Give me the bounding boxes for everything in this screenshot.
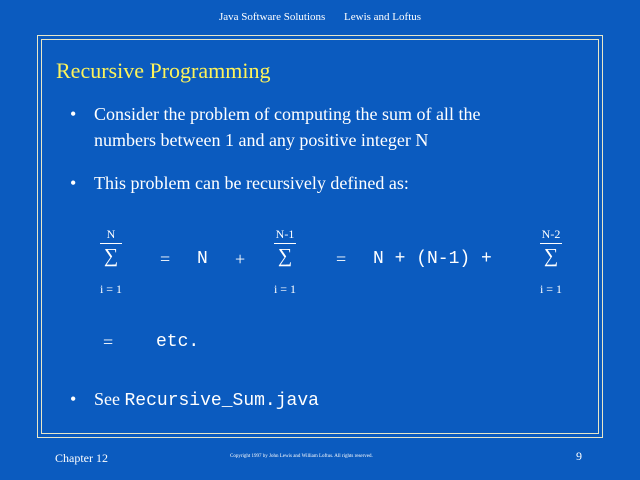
sum-upper-limit: N-2 [541,227,561,241]
see-prefix: See [94,389,120,409]
slide-header [0,11,640,23]
sum-upper-limit: N-1 [275,227,295,241]
bullet-see-file-text [94,386,319,414]
etc-text: etc. [156,332,200,352]
equals-2: = [336,249,347,269]
sum-upper-limit: N [106,227,116,241]
term-n-plus-n-minus-1: N + (N-1) + [373,249,492,269]
footer-copyright: Copyright 1997 by John Lewis and William Loftus. All rights reserved. [230,454,373,459]
file-name: Recursive_Sum.java [124,391,319,411]
bullet-consider-line1: Consider the problem of computing the sum of all the [94,104,481,124]
bullet-consider-line2: numbers between 1 and any positive integer N [94,130,429,150]
bullet-dot: • [70,389,77,409]
footer-page-number: 9 [576,449,582,463]
term-n: N [197,249,208,269]
slide-title: Recursive Programming [56,58,271,83]
plus-1: + [235,249,246,269]
bullet-dot: • [70,173,77,193]
sum-lower-limit: i = 1 [273,282,297,296]
header-book: Java Software Solutions [218,11,326,23]
equals-3: = [103,332,114,352]
bullet-dot: • [70,104,77,124]
summation-n-minus-1 [270,227,300,297]
summation-n [96,227,126,297]
sigma-icon: ∑ [277,245,293,267]
footer-chapter: Chapter 12 [55,451,108,465]
sum-lower-limit: i = 1 [539,282,563,296]
bullet-recursive-def-text: This problem can be recursively defined as: [94,173,409,193]
equals-1: = [160,249,171,269]
summation-n-minus-2 [536,227,566,297]
sum-lower-limit: i = 1 [99,282,123,296]
sigma-icon: ∑ [103,245,119,267]
sigma-icon: ∑ [543,245,559,267]
header-authors: Lewis and Loftus [344,11,422,23]
